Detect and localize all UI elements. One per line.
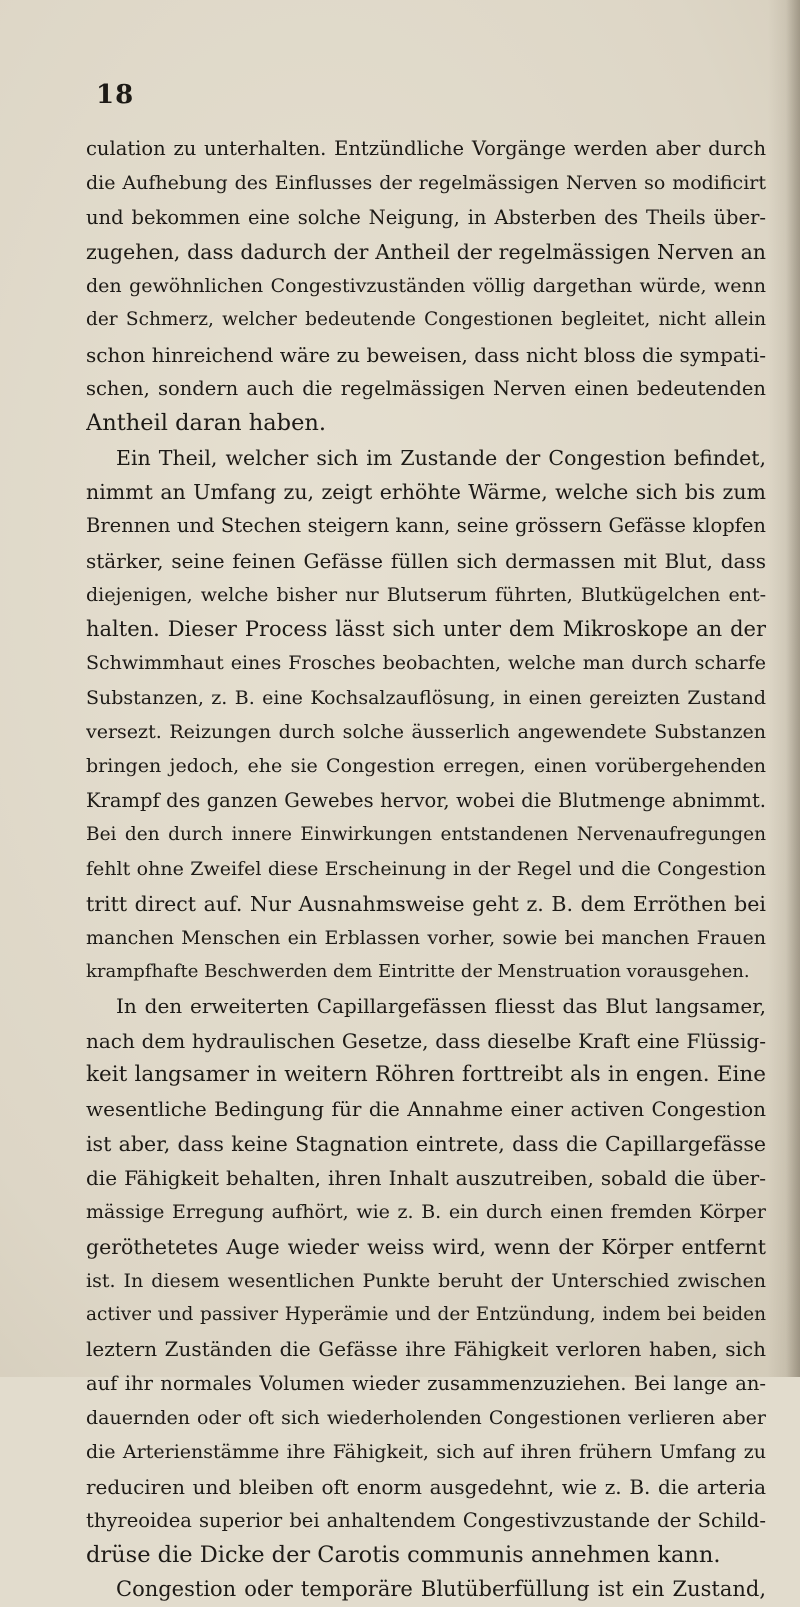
text-line: Substanzen, z. B. eine Kochsalzauflösung, in einen gereizten Zustand: [86, 686, 766, 709]
text-line: tritt direct auf. Nur Ausnahmsweise geht z. B. dem Erröthen bei: [86, 891, 766, 916]
text-line: und bekommen eine solche Neigung, in Absterben des Theils über-: [86, 205, 766, 229]
text-line: In den erweiterten Capillargefässen fliesst das Blut langsamer,: [116, 994, 766, 1019]
text-line: bringen jedoch, ehe sie Congestion erregen, einen vorübergehenden: [86, 755, 766, 778]
text-line: ist aber, dass keine Stagnation eintrete, dass die Capillargefässe: [86, 1131, 766, 1156]
text-line: die Fähigkeit behalten, ihren Inhalt auszutreiben, sobald die über-: [86, 1165, 766, 1190]
text-line: stärker, seine feinen Gefässe füllen sich dermassen mit Blut, dass: [86, 548, 766, 573]
text-line: der Schmerz, welcher bedeutende Congestionen begleitet, nicht allein: [86, 309, 766, 331]
page-number: 18: [96, 80, 135, 110]
text-line: zugehen, dass dadurch der Antheil der regelmässigen Nerven an: [86, 239, 766, 264]
text-line: mässige Erregung aufhört, wie z. B. ein durch einen fremden Körper: [86, 1201, 766, 1224]
text-line: schon hinreichend wäre zu beweisen, dass nicht bloss die sympati-: [86, 342, 766, 367]
text-line: nach dem hydraulischen Gesetze, dass dieselbe Kraft eine Flüssig-: [86, 1028, 766, 1053]
text-line: den gewöhnlichen Congestivzuständen völlig dargethan würde, wenn: [86, 275, 766, 298]
text-line: Bei den durch innere Einwirkungen entstandenen Nervenaufregungen: [86, 823, 766, 845]
body-text: [86, 132, 766, 1607]
text-line: auf ihr normales Volumen wieder zusammenzuziehen. Bei lange an-: [86, 1371, 766, 1395]
text-line: schen, sondern auch die regelmässigen Nerven einen bedeutenden: [86, 377, 766, 401]
text-line: fehlt ohne Zweifel diese Erscheinung in der Regel und die Congestion: [86, 858, 766, 881]
text-line: Schwimmhaut eines Frosches beobachten, welche man durch scharfe: [86, 652, 766, 675]
text-line: krampfhafte Beschwerden dem Eintritte der Menstruation vorausgehen.: [86, 961, 750, 983]
text-line: culation zu unterhalten. Entzündliche Vorgänge werden aber durch: [86, 137, 766, 160]
text-line: ist. In diesem wesentlichen Punkte beruht der Unterschied zwischen: [86, 1269, 766, 1292]
text-line: Ein Theil, welcher sich im Zustande der Congestion befindet,: [116, 445, 766, 470]
text-line: manchen Menschen ein Erblassen vorher, sowie bei manchen Frauen: [86, 926, 766, 949]
text-line: keit langsamer in weitern Röhren forttreibt als in engen. Eine: [86, 1062, 766, 1088]
text-line: die Arterienstämme ihre Fähigkeit, sich auf ihren frühern Umfang zu: [86, 1441, 766, 1464]
text-line: halten. Dieser Process lässt sich unter dem Mikroskope an der: [86, 617, 766, 642]
text-line: Congestion oder temporäre Blutüberfüllung ist ein Zustand,: [116, 1577, 766, 1602]
text-line: leztern Zuständen die Gefässe ihre Fähigkeit verloren haben, sich: [86, 1337, 766, 1362]
text-line: Krampf des ganzen Gewebes hervor, wobei die Blutmenge abnimmt.: [86, 788, 766, 812]
text-line: versezt. Reizungen durch solche äusserlich angewendete Substanzen: [86, 721, 766, 744]
text-line: Brennen und Stechen steigern kann, seine grössern Gefässe klopfen: [86, 514, 766, 538]
text-line: die Aufhebung des Einflusses der regelmässigen Nerven so modificirt: [86, 172, 766, 195]
text-line: wesentliche Bedingung für die Annahme einer activen Congestion: [86, 1097, 766, 1122]
text-line: geröthetetes Auge wieder weiss wird, wenn der Körper entfernt: [86, 1234, 766, 1259]
text-line: drüse die Dicke der Carotis communis annehmen kann.: [86, 1542, 721, 1569]
text-line: reduciren und bleiben oft enorm ausgedehnt, wie z. B. die arteria: [86, 1474, 766, 1499]
page-edge-shadow: [786, 0, 800, 1377]
text-line: thyreoidea superior bei anhaltendem Congestivzustande der Schild-: [86, 1508, 766, 1532]
text-line: diejenigen, welche bisher nur Blutserum führten, Blutkügelchen ent-: [86, 583, 766, 606]
text-line: activer und passiver Hyperämie und der Entzündung, indem bei beiden: [86, 1304, 766, 1326]
text-line: Antheil daran haben.: [86, 410, 327, 437]
text-line: nimmt an Umfang zu, zeigt erhöhte Wärme, welche sich bis zum: [86, 479, 766, 504]
text-line: dauernden oder oft sich wiederholenden Congestionen verlieren aber: [86, 1406, 766, 1429]
